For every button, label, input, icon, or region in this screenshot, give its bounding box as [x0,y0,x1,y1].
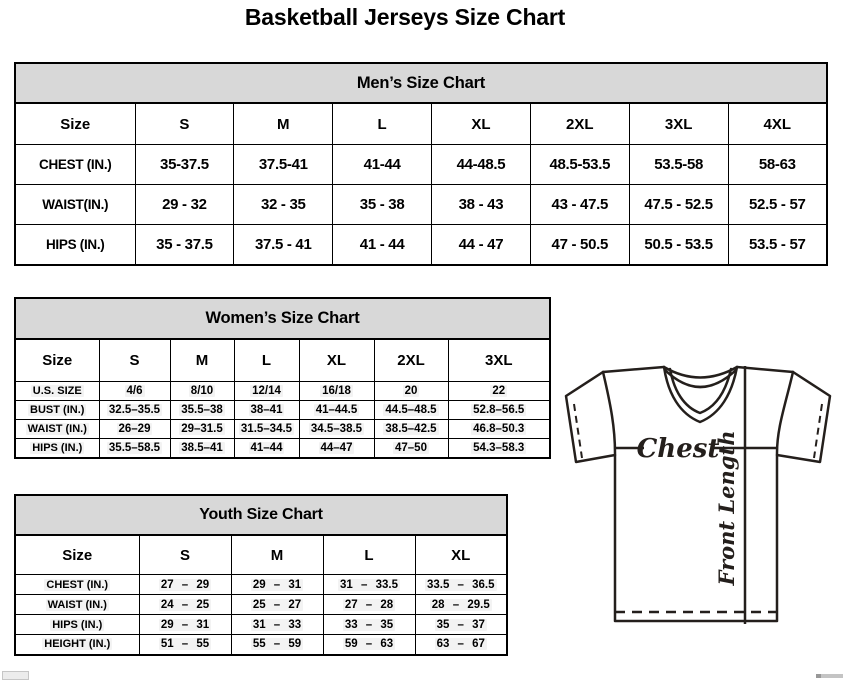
cell-value: 32.5–35.5 [108,404,161,416]
cell-value: 28 – 29.5 [431,598,490,611]
table-cell [333,185,432,225]
cell-value: 44–47 [320,441,353,454]
front-length-label: Front Length [714,430,739,586]
cell-value: 31 – 33.5 [340,578,398,591]
row-label-text: HIPS (IN.) [52,618,103,631]
cell-value: 41–44.5 [315,404,358,416]
table-cell [323,575,415,595]
row-label [15,185,135,225]
table-cell [333,225,432,265]
table-cell [231,595,323,615]
table-row [15,439,550,458]
cell-value: 25 – 27 [252,598,302,611]
column-header: 2XL [530,103,629,145]
table-cell [234,382,299,401]
table-cell [728,145,827,185]
column-header: 3XL [448,339,550,382]
table-row [15,595,507,615]
table-cell [234,225,333,265]
cell-value: 26–29 [118,423,151,435]
column-header: 3XL [629,103,728,145]
cell-value: 38.5–41 [181,441,223,454]
cell-value: 35-37.5 [160,156,209,173]
row-label-text: HEIGHT (IN.) [44,638,111,651]
table-cell [448,439,550,458]
horizontal-scrollbar-fragment-right[interactable] [816,674,843,678]
table-cell [448,382,550,401]
table-cell [231,575,323,595]
cell-value: 38 - 43 [458,196,504,213]
row-label-text: WAIST(IN.) [42,197,109,212]
cell-value: 31 – 33 [252,618,302,631]
table-row [15,420,550,439]
table-cell [374,401,448,420]
table-cell [323,595,415,615]
cell-value: 47.5 - 52.5 [644,196,713,213]
table-cell [135,185,234,225]
table-cell [415,595,507,615]
table-cell [374,382,448,401]
row-label [15,225,135,265]
column-header: 4XL [728,103,827,145]
cell-value: 27 – 29 [160,578,210,591]
row-label [15,439,99,458]
cell-value: 8/10 [190,385,214,397]
table-cell [629,185,728,225]
cell-value: 54.3–58.3 [473,441,525,454]
table-cell [323,635,415,655]
table-cell [299,420,374,439]
table-cell [333,145,432,185]
cell-value: 63 – 67 [436,638,485,651]
cell-value: 52.8–56.5 [473,404,525,416]
table-cell [530,185,629,225]
row-label-text: WAIST (IN.) [47,598,107,611]
column-header: Size [15,535,139,575]
cell-value: 58-63 [758,156,796,173]
cell-value: 29 – 31 [252,578,302,591]
cell-value: 47 - 50.5 [551,235,609,253]
table-row [15,401,550,420]
table-cell [629,145,728,185]
table-cell [415,635,507,655]
table-cell [135,145,234,185]
cell-value: 46.8–50.3 [473,423,525,435]
chest-label: Chest [636,434,720,464]
cell-value: 55 – 59 [252,638,302,651]
column-header: XL [299,339,374,382]
column-header: XL [432,103,531,145]
cell-value: 22 [492,385,506,397]
womens-table-caption: Women’s Size Chart [15,298,550,339]
cell-value: 35.5–38 [181,404,223,416]
cell-value: 41 - 44 [359,235,405,253]
table-cell [299,439,374,458]
table-cell [728,225,827,265]
cell-value: 31.5–34.5 [240,423,293,435]
table-cell [170,439,234,458]
cell-value: 52.5 - 57 [749,196,806,213]
table-cell [299,382,374,401]
row-label-text: U.S. SIZE [32,385,82,397]
cell-value: 41-44 [363,156,401,173]
header-row [15,339,550,382]
cell-value: 35 - 37.5 [156,235,213,253]
cell-value: 33.5 – 36.5 [426,578,495,591]
table-cell [234,401,299,420]
table-caption-row [15,63,827,103]
column-header: Size [15,339,99,382]
row-label-text: BUST (IN.) [30,404,85,416]
table-cell [448,401,550,420]
cell-value: 59 – 63 [344,638,394,651]
table-caption-row [15,298,550,339]
cell-value: 27 – 28 [344,598,394,611]
table-row [15,635,507,655]
cell-value: 41–44 [250,441,283,454]
column-header: L [333,103,432,145]
table-cell [231,615,323,635]
table-cell [234,145,333,185]
table-cell [139,635,231,655]
table-cell [432,145,531,185]
row-label-text: CHEST (IN.) [46,578,109,591]
table-row [15,145,827,185]
cell-value: 24 – 25 [160,598,210,611]
table-cell [135,225,234,265]
cell-value: 44.5–48.5 [385,404,437,416]
table-caption-row [15,495,507,535]
row-label [15,382,99,401]
table-cell [530,225,629,265]
table-cell [323,615,415,635]
table-cell [170,382,234,401]
cell-value: 53.5-58 [654,156,704,173]
table-cell [629,225,728,265]
cell-value: 16/18 [322,385,351,397]
page-title: Basketball Jerseys Size Chart [244,4,566,30]
column-header: M [170,339,234,382]
womens-size-table [14,297,551,459]
youth-table-caption: Youth Size Chart [15,495,507,535]
column-header: M [231,535,323,575]
column-header: Size [15,103,135,145]
column-header: M [234,103,333,145]
table-cell [374,439,448,458]
cell-value: 12/14 [252,385,281,397]
row-label [15,401,99,420]
cell-value: 44 - 47 [458,235,504,253]
cell-value: 37.5-41 [258,156,308,173]
mens-table-caption: Men’s Size Chart [15,63,827,103]
table-cell [231,635,323,655]
cell-value: 53.5 - 57 [749,235,806,253]
table-cell [139,595,231,615]
cell-value: 4/6 [126,385,143,397]
row-label-text: HIPS (IN.) [45,236,105,252]
cell-value: 29 - 32 [162,196,207,213]
row-label [15,420,99,439]
table-cell [170,401,234,420]
row-label [15,145,135,185]
table-cell [234,185,333,225]
table-cell [374,420,448,439]
table-cell [415,575,507,595]
column-header: S [135,103,234,145]
table-cell [99,401,170,420]
row-label [15,635,139,655]
cell-value: 38–41 [250,404,283,416]
mens-size-table [14,62,828,266]
cell-value: 47–50 [395,441,427,454]
cell-value: 35.5–58.5 [108,441,161,454]
table-cell [139,615,231,635]
table-cell [99,439,170,458]
cell-value: 35 - 38 [359,196,405,213]
header-row [15,535,507,575]
table-cell [728,185,827,225]
table-cell [448,420,550,439]
table-cell [234,420,299,439]
cell-value: 43 - 47.5 [551,196,609,213]
table-row [15,225,827,265]
table-cell [415,615,507,635]
row-label-text: WAIST (IN.) [27,423,87,435]
column-header: S [99,339,170,382]
table-cell [299,401,374,420]
table-cell [139,575,231,595]
cell-value: 33 – 35 [344,618,394,631]
table-row [15,575,507,595]
cell-value: 20 [404,385,418,397]
column-header: XL [415,535,507,575]
row-label [15,615,139,635]
column-header: 2XL [374,339,448,382]
cell-value: 37.5 - 41 [255,235,312,253]
table-row [15,382,550,401]
table-row [15,615,507,635]
jersey-outline [566,367,830,621]
jersey-measurement-diagram [560,358,836,630]
cell-value: 38.5–42.5 [385,423,437,435]
row-label-text: CHEST (IN.) [39,157,112,172]
table-cell [99,382,170,401]
youth-size-table [14,494,508,656]
row-label-text: HIPS (IN.) [32,441,83,454]
row-label [15,575,139,595]
column-header: L [234,339,299,382]
cell-value: 29 – 31 [160,618,210,631]
column-header: S [139,535,231,575]
header-row [15,103,827,145]
table-cell [432,185,531,225]
cell-value: 48.5-53.5 [549,156,611,173]
cell-value: 29–31.5 [181,423,223,435]
table-cell [99,420,170,439]
cell-value: 50.5 - 53.5 [644,235,713,253]
table-cell [170,420,234,439]
cell-value: 51 – 55 [160,638,210,651]
cell-value: 44-48.5 [456,156,506,173]
table-cell [432,225,531,265]
table-row [15,185,827,225]
table-cell [530,145,629,185]
cell-value: 32 - 35 [260,196,306,213]
column-header: L [323,535,415,575]
row-label [15,595,139,615]
cell-value: 35 – 37 [436,618,485,631]
table-cell [234,439,299,458]
cell-value: 34.5–38.5 [310,423,363,435]
